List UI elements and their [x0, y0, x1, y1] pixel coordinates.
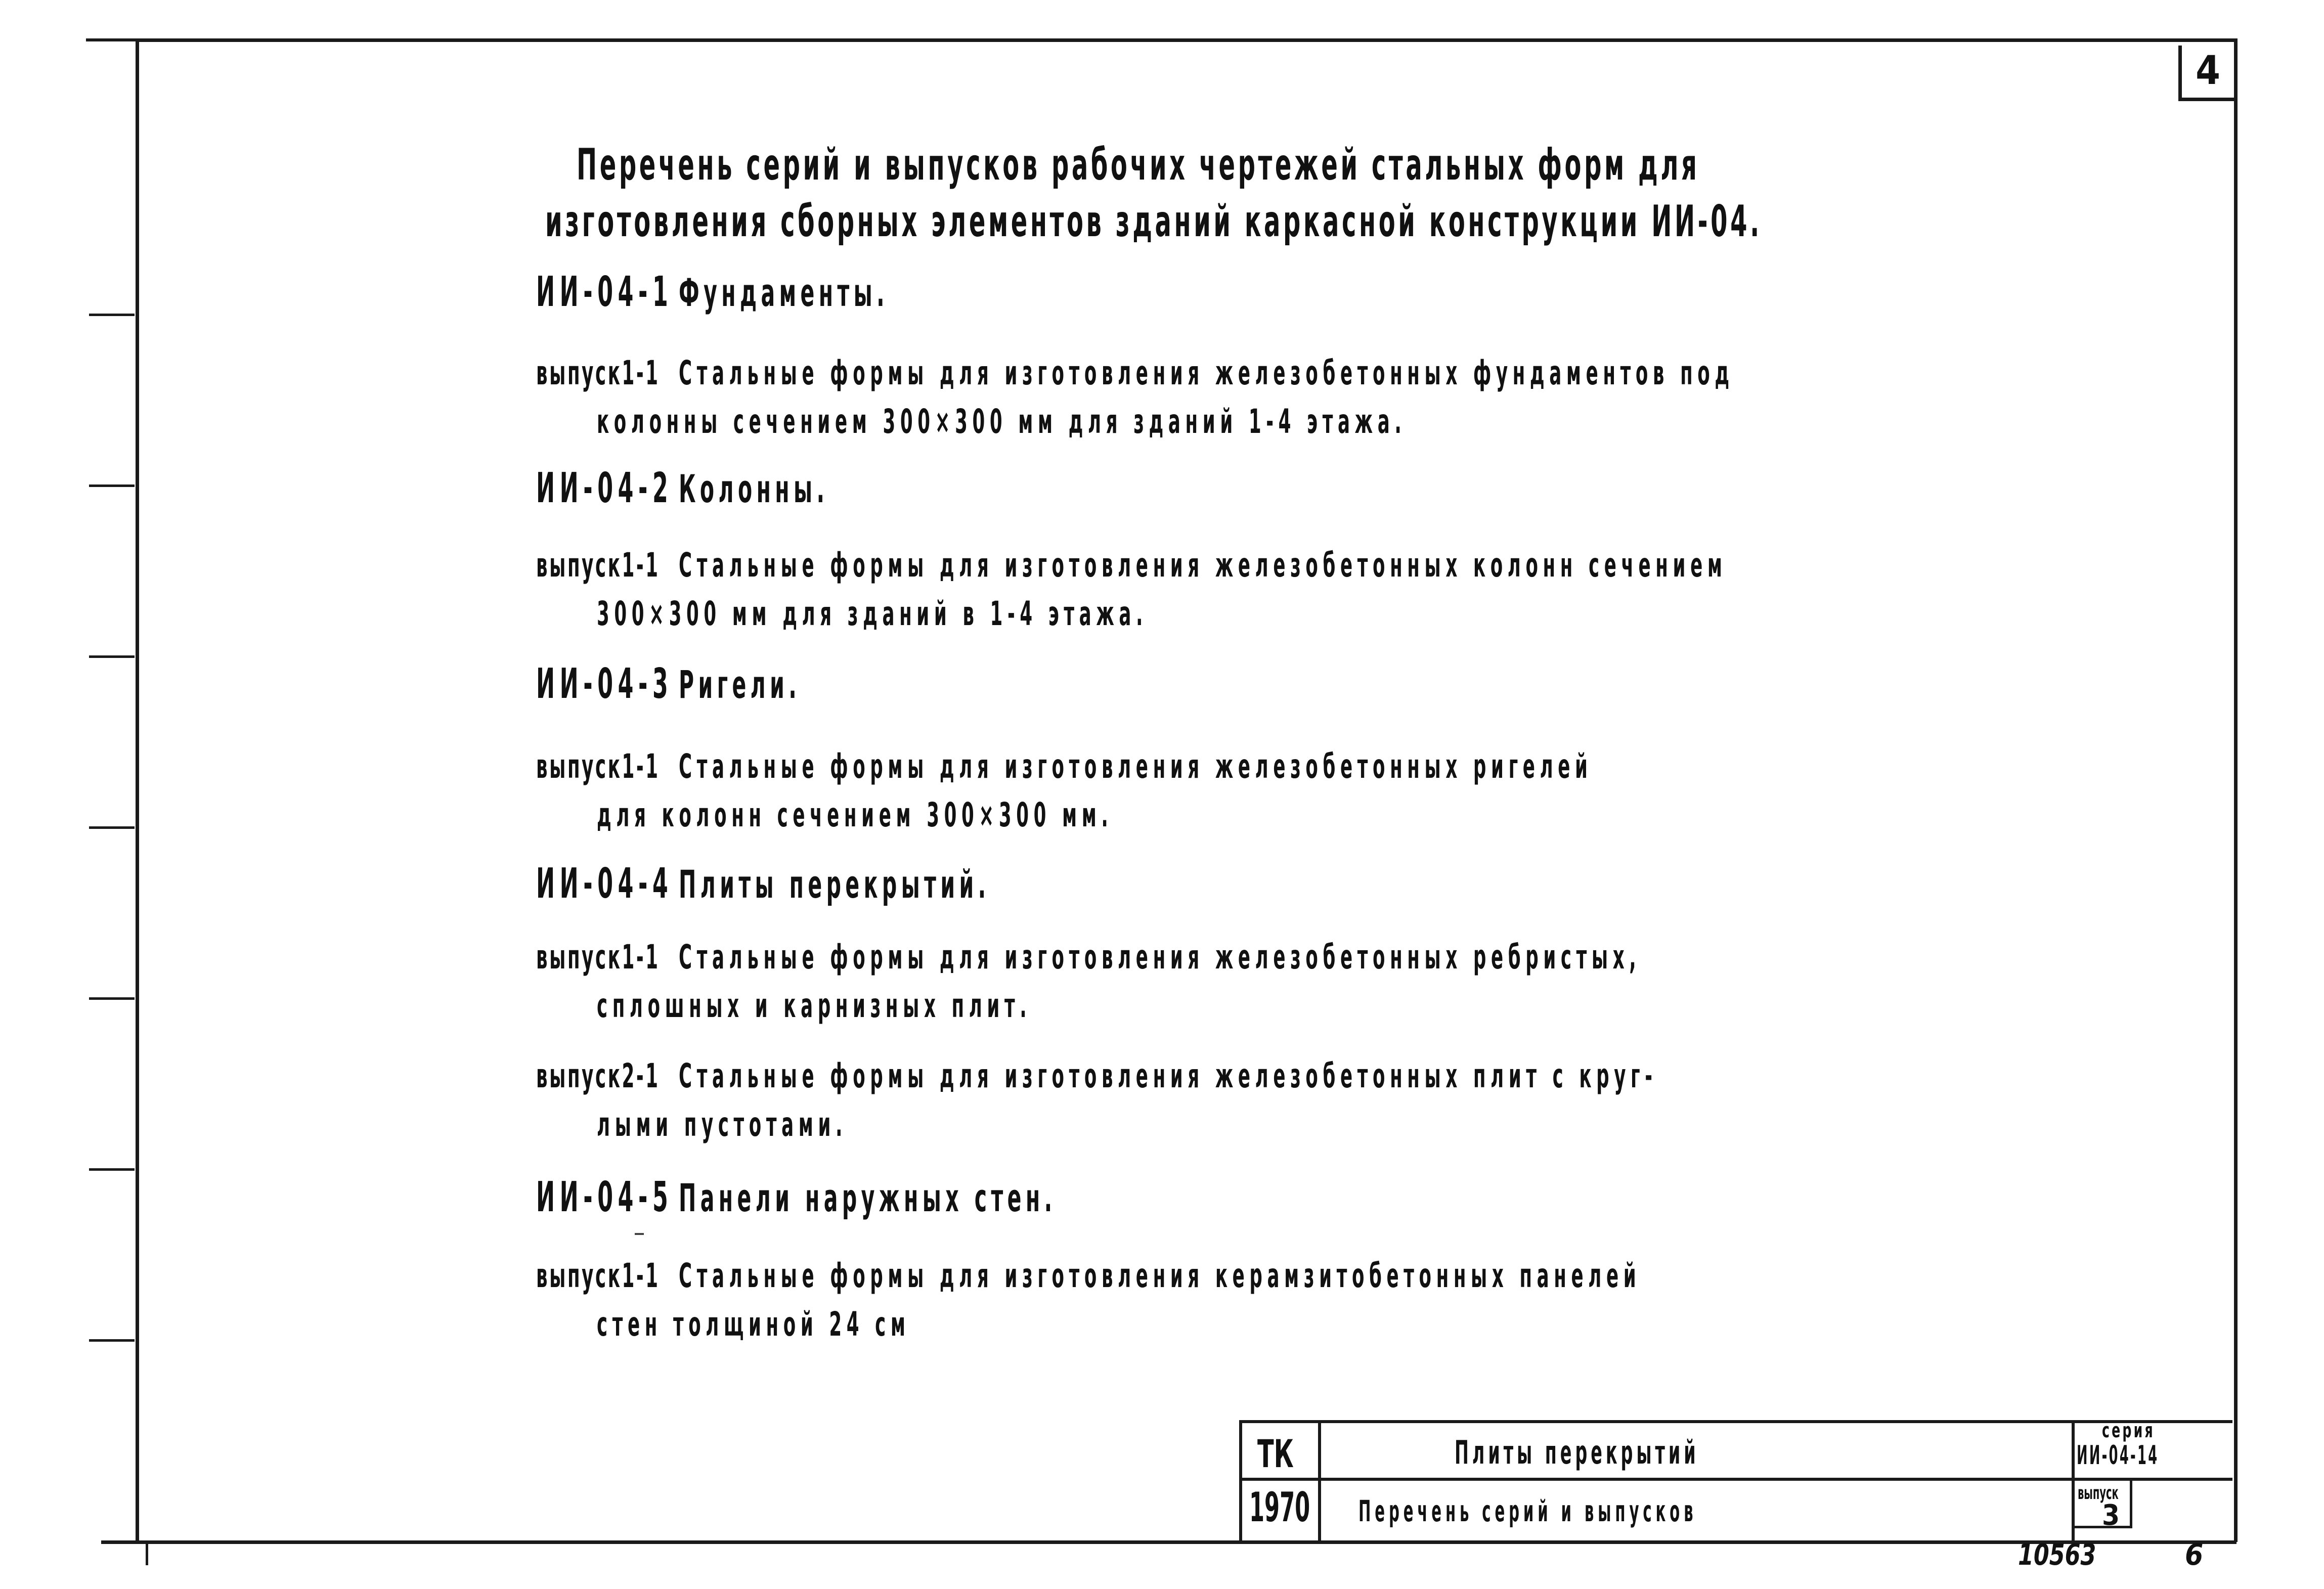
issue-code: выпуск1-1: [536, 1256, 660, 1295]
sheet-mark: 6: [2185, 1537, 2204, 1572]
archive-number: 10563: [2018, 1537, 2096, 1572]
binding-tick: [89, 314, 135, 316]
binding-tick: [89, 826, 135, 829]
sheet-name-line-2: Перечень серий и выпусков: [1358, 1494, 1697, 1528]
list-item: [536, 1252, 1750, 1349]
frame-corner-mark: [146, 1542, 148, 1565]
list-item: [536, 742, 1750, 840]
list-item: [536, 268, 1750, 316]
stray-mark: [635, 1233, 644, 1235]
series-code: ИИ-04-2: [536, 464, 673, 512]
sheet-name-line-1: Плиты перекрытий: [1455, 1434, 1699, 1472]
series-code: ИИ-04-4: [536, 860, 673, 908]
list-item: [536, 464, 1750, 512]
organization-code: ТК: [1257, 1431, 1294, 1476]
list-item: [536, 1052, 1750, 1149]
series-name: Фундаменты.: [679, 270, 889, 315]
issue-description: Стальные формы для изготовления железобетонных ребристых,: [679, 938, 1641, 977]
binding-tick: [89, 484, 135, 487]
frame-top-extension: [86, 38, 137, 41]
list-item: [536, 349, 1750, 446]
issue-description-cont: колонны сечением 300×300 мм для зданий 1-4 этажа.: [597, 402, 1407, 441]
vypusk-label: выпуск: [2078, 1483, 2119, 1504]
title-line-2: изготовления сборных элементов зданий каркасной конструкции ИИ-04.: [545, 196, 1762, 247]
issue-code: выпуск1-1: [536, 938, 660, 977]
series-code: ИИ-04-1: [536, 268, 673, 316]
title-block: [1239, 1420, 2232, 1540]
frame-bottom-extension: [101, 1540, 137, 1544]
frame-bottom-line: [133, 1540, 2237, 1544]
issue-description-cont: сплошных и карнизных плит.: [597, 986, 1032, 1025]
seria-label: серия: [2102, 1419, 2155, 1442]
issue-description-cont: 300×300 мм для зданий в 1-4 этажа.: [597, 594, 1148, 633]
issue-code: выпуск1-1: [536, 546, 660, 585]
list-item: [536, 660, 1750, 708]
issue-description-cont: для колонн сечением 300×300 мм.: [597, 796, 1113, 834]
list-item: [536, 933, 1750, 1030]
series-name: Колонны.: [679, 466, 829, 511]
binding-tick: [89, 1339, 135, 1342]
issue-description: Стальные формы для изготовления керамзитобетонных панелей: [679, 1256, 1641, 1295]
vypusk-value: 3: [2102, 1499, 2120, 1532]
series-code: ИИ-04-5: [536, 1173, 673, 1221]
document-title: [545, 137, 1762, 250]
issue-code: выпуск1-1: [536, 354, 660, 392]
series-code: ИИ-04-3: [536, 660, 673, 708]
issue-description: Стальные формы для изготовления железобетонных плит с круг-: [679, 1056, 1657, 1095]
title-block-divider: [1318, 1423, 1321, 1543]
issue-description-cont: стен толщиной 24 см: [597, 1305, 910, 1344]
page-number: 4: [2178, 46, 2234, 101]
list-item: [536, 860, 1750, 908]
issue-description: Стальные формы для изготовления железобетонных ригелей: [679, 747, 1593, 786]
series-name: Плиты перекрытий.: [679, 862, 990, 907]
series-name: Ригели.: [679, 662, 801, 707]
issue-description: Стальные формы для изготовления железобетонных фундаментов под: [679, 354, 1734, 392]
binding-tick: [89, 997, 135, 1000]
series-name: Панели наружных стен.: [679, 1175, 1057, 1220]
list-item: [536, 1173, 1750, 1221]
issue-description: Стальные формы для изготовления железобетонных колонн сечением: [679, 546, 1727, 585]
issue-code: выпуск1-1: [536, 747, 660, 786]
issue-code: выпуск2-1: [536, 1056, 660, 1095]
list-item: [536, 541, 1750, 638]
year: 1970: [1249, 1484, 1310, 1531]
issue-description-cont: лыми пустотами.: [597, 1105, 848, 1144]
binding-tick: [89, 655, 135, 658]
title-line-1: Перечень серий и выпусков рабочих чертежей стальных форм для: [577, 140, 1700, 190]
binding-tick: [89, 1168, 135, 1171]
seria-value: ИИ-04-14: [2077, 1440, 2159, 1471]
